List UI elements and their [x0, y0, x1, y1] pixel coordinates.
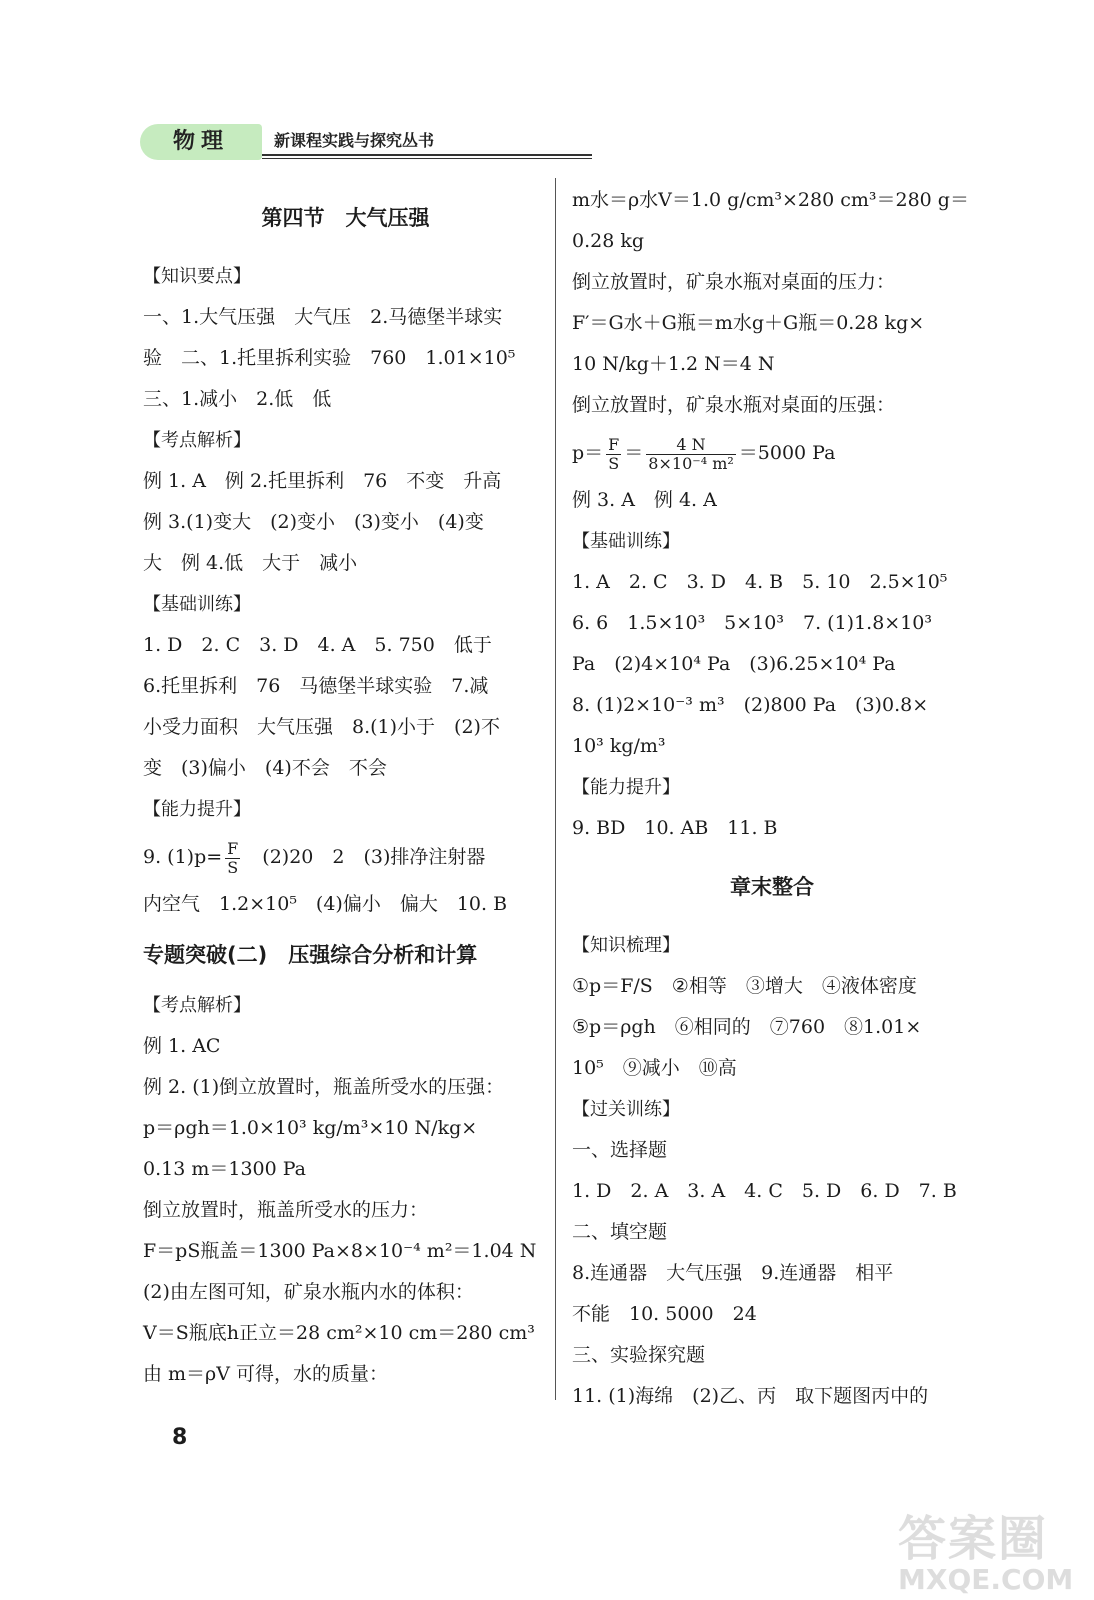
header-rule-thin: [262, 158, 592, 159]
formula-equals: ＝: [624, 442, 644, 464]
answer-line: 8. (1)2×10⁻³ m³ (2)800 Pa (3)0.8×: [572, 694, 929, 716]
section-title-special-topic: 专题突破(二) 压强综合分析和计算: [143, 943, 478, 967]
answer-line: 例 3. A 例 4. A: [572, 489, 717, 511]
answer-line: ①p＝F/S ②相等 ③增大 ④液体密度: [572, 975, 917, 997]
column-divider: [555, 178, 556, 1400]
answer-line: 倒立放置时，矿泉水瓶对桌面的压强：: [572, 394, 896, 416]
heading-basic-training: 【基础训练】: [143, 594, 251, 615]
fraction-numerator: 4 N: [646, 436, 735, 455]
answer-line: 11. (1)海绵 (2)乙、丙 取下题图丙中的: [572, 1385, 929, 1407]
answer-line: 变 (3)偏小 (4)不会 不会: [143, 757, 387, 779]
answer-line: 小受力面积 大气压强 8.(1)小于 (2)不: [143, 716, 500, 738]
answer-line: 0.28 kg: [572, 230, 645, 252]
heading-exam-analysis: 【考点解析】: [143, 430, 251, 451]
section-title-chapter-summary: 章末整合: [730, 875, 814, 899]
series-title: 新课程实践与探究丛书: [274, 131, 435, 150]
answer-line: 倒立放置时，矿泉水瓶对桌面的压力：: [572, 271, 896, 293]
subheading-choice: 一、选择题: [572, 1139, 668, 1161]
fraction-denominator: S: [608, 453, 620, 473]
answer-line: 一、1.大气压强 大气压 2.马德堡半球实: [143, 306, 503, 328]
page-header: [140, 118, 460, 168]
answer-line: 9. BD 10. AB 11. B: [572, 817, 778, 839]
heading-pass-training: 【过关训练】: [572, 1099, 680, 1120]
answer-line: 大 例 4.低 大于 减小: [143, 552, 358, 574]
answer-line: (2)由左图可知，矿泉水瓶内水的体积：: [143, 1281, 474, 1303]
answer-line: 6. 6 1.5×10³ 5×10³ 7. (1)1.8×10³: [572, 612, 932, 634]
heading-knowledge-review: 【知识梳理】: [572, 935, 680, 956]
answer-line: 1. D 2. A 3. A 4. C 5. D 6. D 7. B: [572, 1180, 957, 1202]
watermark-url: MXQE.COM: [898, 1563, 1074, 1596]
answer-line: 验 二、1.托里拆利实验 760 1.01×10⁵: [143, 347, 516, 369]
heading-ability-2: 【能力提升】: [572, 777, 680, 798]
fraction-denominator: 8×10⁻⁴ m²: [648, 453, 734, 473]
heading-ability: 【能力提升】: [143, 799, 251, 820]
right-column: [572, 180, 972, 1417]
fraction-f-over-s: [606, 436, 621, 473]
heading-basic-training-2: 【基础训练】: [572, 531, 680, 552]
answer-line: 例 1. AC: [143, 1035, 221, 1057]
answer-line: 0.13 m＝1300 Pa: [143, 1158, 307, 1180]
answer-line: F′＝G水＋G瓶＝m水g＋G瓶＝0.28 kg×: [572, 312, 925, 334]
fraction-denominator: S: [227, 857, 239, 877]
answer-line: 三、1.减小 2.低 低: [143, 388, 332, 410]
answer-line: 内空气 1.2×10⁵ (4)偏小 偏大 10. B: [143, 893, 508, 915]
answer-line-formula: [143, 830, 548, 884]
answer-line: 1. A 2. C 3. D 4. B 5. 10 2.5×10⁵: [572, 571, 948, 593]
formula-prefix: p＝: [572, 442, 604, 464]
answer-line: F＝pS瓶盖＝1300 Pa×8×10⁻⁴ m²＝1.04 N: [143, 1240, 537, 1262]
fraction-numerator: F: [227, 838, 239, 858]
page-number: 8: [172, 1425, 188, 1450]
section-title-atmospheric-pressure: 第四节 大气压强: [261, 206, 430, 230]
subheading-fill-blank: 二、填空题: [572, 1221, 668, 1243]
answer-line: 1. D 2. C 3. D 4. A 5. 750 低于: [143, 634, 492, 656]
left-column: [143, 180, 548, 1395]
answer-line: ⑤p＝ρgh ⑥相同的 ⑦760 ⑧1.01×: [572, 1016, 922, 1038]
subheading-experiment: 三、实验探究题: [572, 1344, 706, 1366]
answer-line: 倒立放置时，瓶盖所受水的压力：: [143, 1199, 429, 1221]
fraction-force-over-area: [646, 436, 735, 473]
answer-line: m水＝ρ水V＝1.0 g/cm³×280 cm³＝280 g＝: [572, 189, 969, 211]
answer-line: 8.连通器 大气压强 9.连通器 相平: [572, 1262, 894, 1284]
answer-line: 10³ kg/m³: [572, 735, 666, 757]
heading-knowledge-points: 【知识要点】: [143, 266, 251, 287]
formula-prefix: 9. (1)p=: [143, 846, 223, 868]
answer-line: 10 N/kg＋1.2 N＝4 N: [572, 353, 775, 375]
answer-line: 10⁵ ⑨减小 ⑩高: [572, 1057, 737, 1079]
answer-line: 由 m＝ρV 可得，水的质量：: [143, 1363, 388, 1385]
fraction-f-over-s: [225, 840, 240, 877]
watermark: [898, 1500, 1078, 1595]
watermark-logo: 答案圈: [898, 1511, 1049, 1567]
subject-tab: 物理: [140, 124, 262, 160]
answer-line: 6.托里拆利 76 马德堡半球实验 7.减: [143, 675, 489, 697]
formula-suffix: ＝5000 Pa: [738, 442, 836, 464]
answer-line: Pa (2)4×10⁴ Pa (3)6.25×10⁴ Pa: [572, 653, 896, 675]
fraction-numerator: F: [608, 434, 620, 454]
answer-line-formula: [572, 426, 972, 480]
answer-line: V＝S瓶底h正立＝28 cm²×10 cm＝280 cm³: [143, 1322, 535, 1344]
answer-line: p＝ρgh＝1.0×10³ kg/m³×10 N/kg×: [143, 1117, 478, 1139]
answer-line: 不能 10. 5000 24: [572, 1303, 757, 1325]
heading-exam-analysis-2: 【考点解析】: [143, 995, 251, 1016]
answer-line: 例 3.(1)变大 (2)变小 (3)变小 (4)变: [143, 511, 484, 533]
answer-line: 例 2. (1)倒立放置时，瓶盖所受水的压强：: [143, 1076, 505, 1098]
answer-line: 例 1. A 例 2.托里拆利 76 不变 升高: [143, 470, 502, 492]
formula-suffix: (2)20 2 (3)排净注射器: [243, 846, 486, 868]
header-rule: [262, 154, 592, 156]
